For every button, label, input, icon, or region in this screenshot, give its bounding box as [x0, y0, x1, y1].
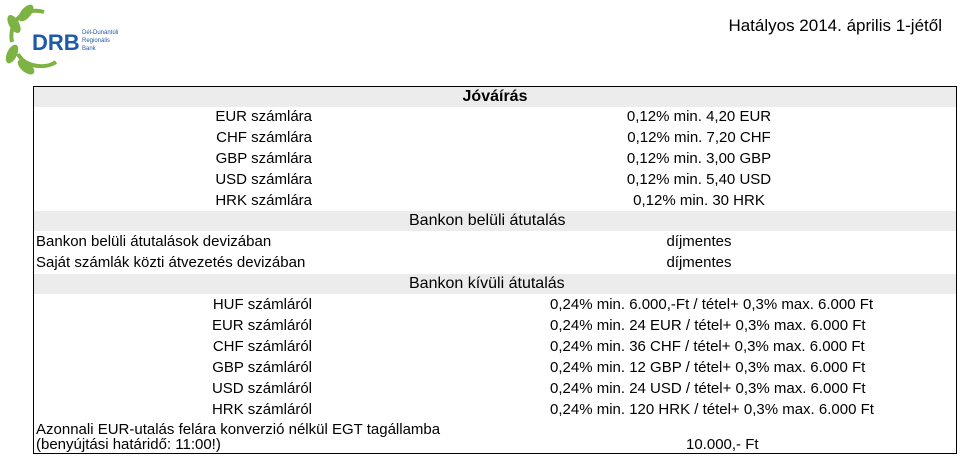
table-row — [34, 358, 956, 378]
table-row — [34, 253, 956, 273]
row-value: 0,24% min. 36 CHF / tétel+ 0,3% max. 6.000 Ft — [550, 338, 865, 355]
row-value: 0,24% min. 6.000,-Ft / tétel+ 0,3% max. 6.000 Ft — [550, 296, 874, 313]
table-row — [34, 107, 956, 127]
row-label: HUF számláról — [212, 296, 312, 313]
brand-name: DRB — [32, 30, 80, 55]
row-value: 0,24% min. 24 USD / tétel+ 0,3% max. 6.000 Ft — [550, 380, 866, 397]
table-row — [34, 191, 956, 211]
row-label: EUR számlára — [215, 108, 312, 125]
row-label: Saját számlák közti átvezetés devizában — [36, 254, 306, 271]
table-row — [34, 379, 956, 399]
brand-subtitle-2: Regionális — [82, 38, 111, 44]
drb-logo — [4, 4, 124, 76]
row-value: 0,24% min. 120 HRK / tétel+ 0,3% max. 6.000 Ft — [550, 401, 874, 418]
drb-logo-graphic — [4, 4, 124, 76]
row-value: 0,12% min. 30 HRK — [633, 192, 765, 209]
row-value: 0,12% min. 7,20 CHF — [627, 129, 771, 146]
section-header-credit — [34, 87, 956, 107]
section-header-internal — [34, 211, 956, 231]
table-row — [34, 170, 956, 190]
fee-table — [33, 86, 957, 454]
row-label: USD számlára — [215, 171, 312, 188]
section-title-internal: Bankon belüli átutalás — [409, 212, 566, 229]
table-row — [34, 316, 956, 336]
brand-subtitle-3: Bank — [82, 46, 96, 52]
section-header-external — [34, 274, 956, 294]
row-label: CHF számlára — [216, 129, 312, 146]
row-value: 0,24% min. 12 GBP / tétel+ 0,3% max. 6.000 Ft — [550, 359, 866, 376]
table-row — [34, 149, 956, 169]
row-label: Bankon belüli átutalások devizában — [36, 233, 272, 250]
table-row — [34, 435, 956, 455]
row-label: CHF számláról — [212, 338, 312, 355]
instant-transfer-label-1: Azonnali EUR-utalás felára konverzió nélkül EGT tagállamba — [36, 421, 441, 438]
row-value: 0,12% min. 3,00 GBP — [626, 150, 772, 167]
row-label: HRK számláról — [211, 401, 312, 418]
table-row — [34, 232, 956, 252]
instant-transfer-label-2: (benyújtási határidő: 11:00!) — [36, 436, 221, 453]
table-row — [34, 400, 956, 420]
table-row — [34, 295, 956, 315]
section-title-external: Bankon kívüli átutalás — [409, 275, 565, 292]
table-row — [34, 337, 956, 357]
instant-transfer-value: 10.000,- Ft — [686, 436, 759, 453]
effective-date: Hatályos 2014. április 1-jétől — [728, 16, 942, 35]
row-label: GBP számláról — [212, 359, 312, 376]
row-label: USD számláról — [211, 380, 312, 397]
section-title-credit: Jóváírás — [462, 88, 528, 105]
row-label: GBP számlára — [215, 150, 312, 167]
row-value: 0,12% min. 5,40 USD — [626, 171, 772, 188]
row-value: díjmentes — [666, 233, 732, 250]
table-row — [34, 128, 956, 148]
row-value: díjmentes — [666, 254, 732, 271]
row-value: 0,24% min. 24 EUR / tétel+ 0,3% max. 6.000 Ft — [550, 317, 866, 334]
row-label: EUR számláról — [211, 317, 312, 334]
row-value: 0,12% min. 4,20 EUR — [626, 108, 772, 125]
brand-subtitle-1: Dél-Dunántúli — [82, 30, 119, 36]
row-label: HRK számlára — [215, 192, 312, 209]
